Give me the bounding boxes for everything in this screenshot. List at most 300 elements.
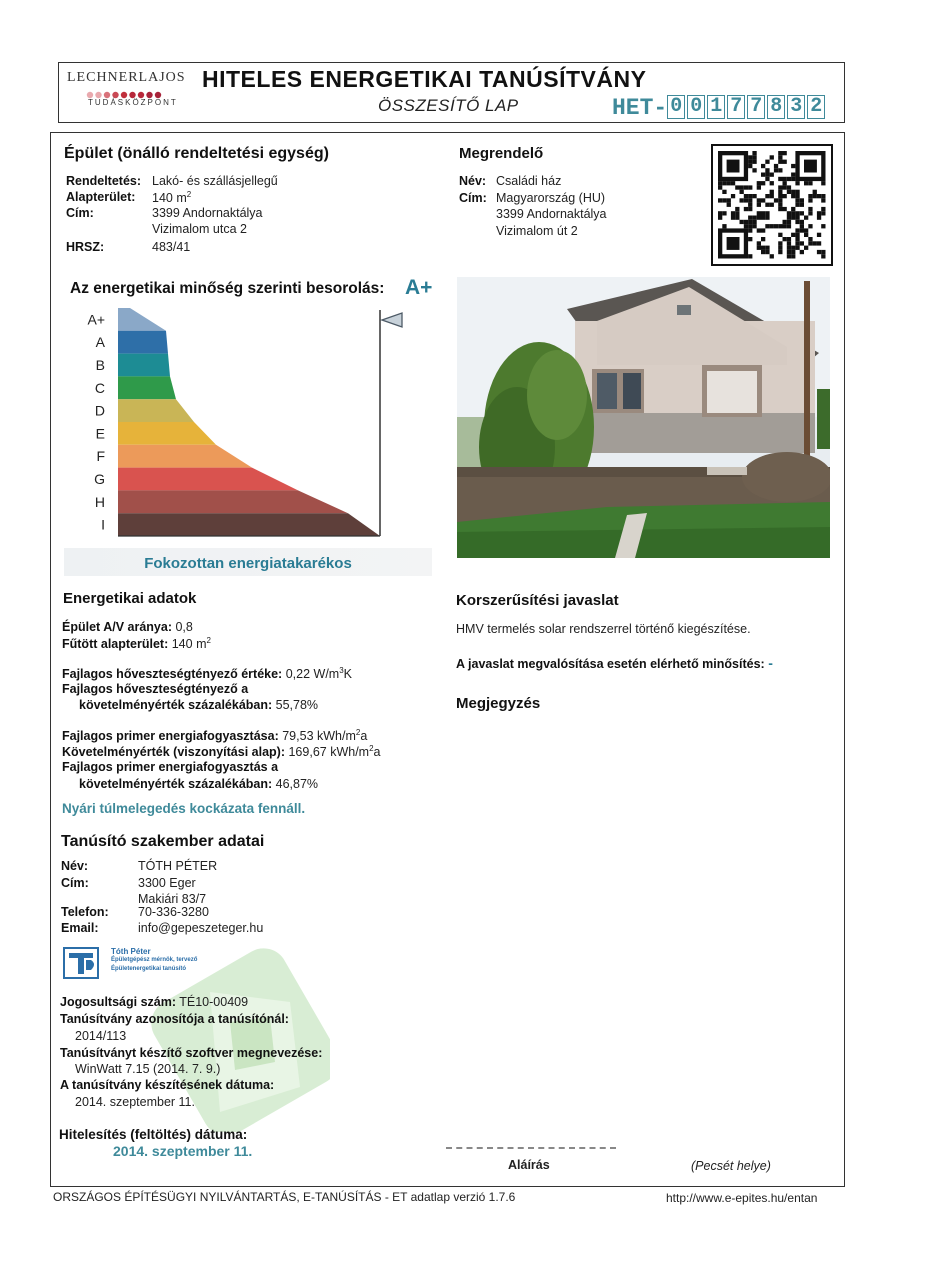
- qr-module: [757, 211, 761, 215]
- qr-module: [765, 160, 769, 164]
- energy-class-label: C: [94, 379, 105, 396]
- qr-module: [770, 190, 774, 194]
- logo-name: LECHNERLAJOS: [67, 70, 186, 85]
- het-digit: 1: [707, 95, 725, 119]
- qr-module: [808, 194, 812, 198]
- modernization-achievable-label: A javaslat megvalósítása esetén elérhető minősítés:: [456, 657, 765, 671]
- qr-module: [727, 160, 740, 173]
- qr-module: [808, 241, 812, 245]
- qr-module: [817, 233, 821, 237]
- qr-module: [757, 198, 761, 202]
- qr-module: [722, 190, 726, 194]
- qr-module: [783, 177, 787, 181]
- energy-class-band: [118, 422, 216, 445]
- energy-class-label: I: [101, 516, 105, 533]
- qr-module: [821, 198, 825, 202]
- qr-module: [748, 224, 752, 228]
- qr-module: [800, 220, 804, 224]
- qr-module: [791, 216, 795, 220]
- qr-module: [722, 198, 726, 202]
- building-area-sup: 2: [186, 190, 192, 199]
- qr-module: [761, 250, 765, 254]
- energy-req-tail: a: [373, 745, 381, 760]
- energy-class-band: [118, 354, 170, 377]
- qr-module: [748, 155, 752, 159]
- qr-module: [783, 160, 787, 164]
- qr-module: [752, 224, 756, 228]
- qr-module: [778, 168, 782, 172]
- energy-class-band: [118, 331, 168, 354]
- qr-module: [795, 216, 799, 220]
- energy-class-band: [118, 376, 176, 399]
- het-digit: 3: [787, 95, 805, 119]
- qr-module: [765, 250, 769, 254]
- qr-module: [817, 216, 821, 220]
- het-number: [612, 95, 827, 121]
- energy-class-label: F: [96, 448, 105, 465]
- building-area-label: Alapterület:: [66, 190, 136, 204]
- qr-module: [757, 185, 761, 189]
- qr-module: [783, 207, 787, 211]
- energy-class-chart: [80, 306, 410, 544]
- qr-module: [752, 168, 756, 172]
- qr-module: [774, 168, 778, 172]
- modernization-achievable-value: -: [768, 655, 773, 671]
- rating-grade: A+: [405, 276, 433, 299]
- qr-module: [817, 194, 821, 198]
- energy-heated-sup: 2: [206, 636, 211, 645]
- qr-module: [718, 211, 722, 215]
- qr-module: [748, 228, 752, 232]
- qr-module: [778, 203, 782, 207]
- qr-module: [778, 177, 782, 181]
- qr-module: [787, 237, 791, 241]
- energy-qpct-row: [79, 698, 318, 712]
- logo-subtitle: TUDÁSKÖZPONT: [88, 98, 178, 107]
- qr-module: [795, 228, 799, 232]
- license-label: Jogosultsági szám:: [60, 995, 176, 1009]
- qr-module: [817, 250, 821, 254]
- qr-module: [808, 198, 812, 202]
- energy-q-label: Fajlagos hőveszteségtényező értéke:: [62, 667, 283, 682]
- qr-module: [787, 220, 791, 224]
- energy-class-scale: [80, 306, 410, 549]
- energy-ep-tail: a: [360, 729, 368, 744]
- qr-module: [727, 237, 740, 250]
- stamp-line3: Épületenergetikai tanúsító: [111, 966, 187, 972]
- qr-module: [744, 198, 748, 202]
- het-digits: [667, 95, 827, 118]
- qr-module: [718, 216, 722, 220]
- qr-module: [752, 216, 756, 220]
- qr-module: [800, 228, 804, 232]
- qr-module: [722, 181, 726, 185]
- qr-module: [778, 207, 782, 211]
- building-hrsz-value: 483/41: [152, 240, 191, 254]
- energy-eppct-label2: követelményérték százalékában:: [79, 777, 273, 791]
- upload-date-label: Hitelesítés (feltöltés) dátuma:: [59, 1127, 248, 1142]
- qr-module: [761, 216, 765, 220]
- qr-module: [778, 194, 782, 198]
- qr-module: [791, 190, 795, 194]
- qr-module: [791, 211, 795, 215]
- building-area-value: 140 m: [152, 191, 187, 206]
- stamp-text: [111, 947, 197, 974]
- qr-module: [748, 203, 752, 207]
- seal-label: (Pecsét helye): [691, 1159, 771, 1173]
- client-address-line1: Magyarország (HU): [496, 191, 606, 205]
- qr-module: [804, 160, 817, 173]
- qr-module: [778, 185, 782, 189]
- qr-module: [817, 211, 821, 215]
- building-use-value: Lakó- és szállásjellegű: [152, 174, 278, 188]
- client-address-line2: 3399 Andornaktálya: [496, 207, 607, 221]
- qr-module: [735, 216, 739, 220]
- qr-module: [821, 207, 825, 211]
- qr-module: [821, 194, 825, 198]
- issue-date-value: 2014. szeptember 11.: [75, 1095, 195, 1109]
- modernization-heading: Korszerűsítési javaslat: [456, 592, 619, 609]
- building-hrsz-label: HRSZ:: [66, 240, 105, 254]
- energy-class-band: [118, 468, 298, 491]
- qr-module: [791, 164, 795, 168]
- certifier-heading: Tanúsító szakember adatai: [61, 833, 265, 850]
- energy-class-label: B: [95, 357, 105, 373]
- qr-module: [752, 220, 756, 224]
- qr-module: [813, 194, 817, 198]
- certid-label: Tanúsítvány azonosítója a tanúsítónál:: [60, 1012, 289, 1026]
- qr-module: [795, 237, 799, 241]
- energy-req-value: 169,67 kWh/m: [288, 745, 370, 760]
- qr-module: [791, 254, 795, 258]
- qr-module: [718, 181, 722, 185]
- energy-heated-value: 140 m: [171, 637, 207, 652]
- qr-module: [778, 160, 782, 164]
- footer-url: http://www.e-epites.hu/entan: [666, 1191, 818, 1205]
- energy-av-row: [62, 620, 193, 634]
- qr-module: [787, 241, 791, 245]
- qr-module: [757, 246, 761, 250]
- qr-module: [808, 224, 812, 228]
- qr-code-graphic: [713, 146, 831, 264]
- qr-module: [800, 203, 804, 207]
- qr-module: [761, 211, 765, 215]
- qr-module: [791, 173, 795, 177]
- energy-qpct-value: 55,78%: [275, 698, 319, 712]
- qr-module: [821, 181, 825, 185]
- qr-module: [821, 211, 825, 215]
- energy-class-label: E: [95, 425, 105, 442]
- qr-module: [744, 194, 748, 198]
- qr-module: [795, 233, 799, 237]
- certifier-email-label: Email:: [61, 921, 99, 935]
- qr-module: [821, 250, 825, 254]
- qr-module: [757, 228, 761, 232]
- het-prefix: HET-: [612, 95, 668, 121]
- qr-module: [718, 185, 722, 189]
- energy-class-band: [118, 308, 166, 331]
- house-photo: [457, 277, 830, 558]
- qr-module: [795, 241, 799, 245]
- qr-module: [783, 194, 787, 198]
- qr-module: [740, 220, 744, 224]
- qr-module: [761, 228, 765, 232]
- qr-module: [783, 224, 787, 228]
- qr-module: [804, 228, 808, 232]
- qr-module: [808, 211, 812, 215]
- qr-module: [821, 254, 825, 258]
- qr-module: [800, 198, 804, 202]
- qr-module: [740, 185, 744, 189]
- energy-req-label: Követelményérték (viszonyítási alap):: [62, 745, 285, 760]
- signature-line: [446, 1147, 616, 1149]
- qr-module: [770, 155, 774, 159]
- certifier-address-line1: 3300 Eger: [138, 876, 196, 890]
- qr-module: [795, 198, 799, 202]
- qr-module: [722, 211, 726, 215]
- qr-module: [752, 194, 756, 198]
- qr-module: [748, 164, 752, 168]
- license-row: [60, 995, 248, 1009]
- het-digit: 2: [807, 95, 825, 119]
- issue-date-label: A tanúsítvány készítésének dátuma:: [60, 1078, 275, 1092]
- rating-banner-text: Fokozottan energiatakarékos: [144, 555, 352, 572]
- building-address-line1: 3399 Andornaktálya: [152, 206, 263, 220]
- qr-module: [744, 207, 748, 211]
- qr-module: [783, 237, 787, 241]
- qr-module: [770, 254, 774, 258]
- qr-module: [774, 164, 778, 168]
- qr-module: [740, 190, 744, 194]
- qr-module: [752, 160, 756, 164]
- qr-module: [731, 194, 735, 198]
- qr-module: [748, 194, 752, 198]
- energy-eppct-row: [79, 777, 318, 791]
- qr-module: [791, 246, 795, 250]
- footer-left: ORSZÁGOS ÉPÍTÉSÜGYI NYILVÁNTARTÁS, E-TANÚSÍTÁS - ET adatlap verzió 1.7.6: [53, 1190, 516, 1204]
- qr-module: [727, 198, 731, 202]
- qr-module: [735, 207, 739, 211]
- client-address-label: Cím:: [459, 191, 487, 205]
- qr-module: [795, 203, 799, 207]
- qr-module: [735, 211, 739, 215]
- building-heading: Épület (önálló rendeltetési egység): [64, 145, 329, 162]
- document-subtitle: ÖSSZESÍTŐ LAP: [378, 96, 519, 115]
- qr-module: [778, 241, 782, 245]
- qr-module: [757, 181, 761, 185]
- qr-module: [778, 198, 782, 202]
- modernization-achievable-row: [456, 655, 773, 671]
- qr-module: [817, 241, 821, 245]
- energy-ep-label: Fajlagos primer energiafogyasztása:: [62, 729, 279, 744]
- client-name-label: Név:: [459, 174, 487, 188]
- certifier-name-value: TÓTH PÉTER: [138, 859, 218, 873]
- software-label: Tanúsítványt készítő szoftver megnevezése:: [60, 1046, 323, 1060]
- qr-module: [757, 216, 761, 220]
- qr-module: [770, 194, 774, 198]
- qr-module: [748, 185, 752, 189]
- certifier-address-line2: Makiári 83/7: [138, 892, 207, 906]
- qr-module: [787, 211, 791, 215]
- energy-q-unit-tail: K: [343, 667, 353, 682]
- qr-module: [752, 151, 756, 155]
- qr-module: [800, 241, 804, 245]
- energy-class-band: [118, 399, 194, 422]
- energy-class-label: A: [95, 334, 105, 351]
- qr-module: [778, 246, 782, 250]
- qr-module: [761, 164, 765, 168]
- building-address-line2: Vizimalom utca 2: [152, 222, 247, 236]
- qr-module: [804, 181, 808, 185]
- certifier-address-label: Cím:: [61, 876, 89, 890]
- energy-req-sup: 2: [369, 744, 374, 753]
- qr-module: [804, 246, 808, 250]
- qr-module: [795, 211, 799, 215]
- energy-ep-value: 79,53 kWh/m: [282, 729, 356, 744]
- client-name-value: Családi ház: [496, 174, 562, 188]
- qr-module: [774, 224, 778, 228]
- qr-module: [813, 190, 817, 194]
- energy-heated-label: Fűtött alapterület:: [62, 637, 169, 652]
- qr-module: [778, 151, 782, 155]
- energy-qpct-label2: követelményérték százalékában:: [79, 698, 273, 712]
- certifier-name-label: Név:: [61, 859, 89, 873]
- energy-q-row: [62, 666, 352, 681]
- qr-module: [787, 190, 791, 194]
- qr-module: [795, 181, 799, 185]
- het-digit: 0: [687, 95, 705, 119]
- qr-module: [783, 181, 787, 185]
- qr-module: [731, 211, 735, 215]
- qr-module: [795, 190, 799, 194]
- energy-class-band: [118, 445, 252, 468]
- energy-class-label: D: [94, 402, 105, 419]
- stamp-line2: Épületgépész mérnök, tervező: [111, 957, 198, 963]
- qr-module: [765, 177, 769, 181]
- qr-module: [787, 177, 791, 181]
- qr-module: [787, 246, 791, 250]
- certifier-phone-value: 70-336-3280: [138, 905, 209, 919]
- qr-module: [783, 220, 787, 224]
- qr-module: [744, 224, 748, 228]
- qr-module: [791, 207, 795, 211]
- qr-module: [778, 233, 782, 237]
- qr-module: [744, 185, 748, 189]
- energy-req-row: [62, 744, 380, 759]
- qr-module: [787, 254, 791, 258]
- qr-module: [735, 185, 739, 189]
- qr-module: [765, 173, 769, 177]
- client-heading: Megrendelő: [459, 145, 544, 162]
- qr-module: [731, 216, 735, 220]
- qr-module: [765, 194, 769, 198]
- building-use-label: Rendeltetés:: [66, 174, 142, 188]
- building-area: [152, 190, 191, 205]
- qr-module: [765, 168, 769, 172]
- qr-module: [770, 224, 774, 228]
- qr-module: [800, 211, 804, 215]
- qr-module: [783, 151, 787, 155]
- qr-module: [804, 233, 808, 237]
- qr-module: [778, 155, 782, 159]
- qr-module: [778, 250, 782, 254]
- qr-module: [765, 246, 769, 250]
- qr-module: [748, 198, 752, 202]
- energy-heading: Energetikai adatok: [63, 590, 197, 607]
- qr-module: [761, 237, 765, 241]
- energy-av-value: 0,8: [175, 620, 193, 634]
- qr-module: [748, 207, 752, 211]
- qr-module: [748, 220, 752, 224]
- qr-module: [757, 241, 761, 245]
- energy-qpct-label1: Fajlagos hőveszteségtényező a: [62, 682, 249, 696]
- het-digit: 8: [767, 95, 785, 119]
- upload-date-value: 2014. szeptember 11.: [113, 1143, 253, 1159]
- qr-module: [761, 173, 765, 177]
- remark-heading: Megjegyzés: [456, 695, 541, 712]
- qr-module: [752, 155, 756, 159]
- qr-module: [757, 203, 761, 207]
- energy-class-label: G: [94, 471, 105, 487]
- energy-q-sup: 3: [339, 666, 344, 675]
- rating-pointer-icon: [382, 313, 402, 327]
- qr-module: [748, 160, 752, 164]
- qr-module: [740, 198, 744, 202]
- qr-module: [787, 250, 791, 254]
- qr-module: [795, 194, 799, 198]
- qr-module: [808, 181, 812, 185]
- qr-module: [787, 224, 791, 228]
- overheat-note: Nyári túlmelegedés kockázata fennáll.: [62, 801, 306, 816]
- qr-module: [765, 216, 769, 220]
- energy-class-band: [118, 513, 380, 536]
- qr-module: [761, 181, 765, 185]
- certifier-phone-label: Telefon:: [61, 905, 109, 919]
- qr-module: [787, 185, 791, 189]
- qr-module: [722, 224, 726, 228]
- signature-label: Aláírás: [508, 1158, 550, 1172]
- qr-module: [778, 224, 782, 228]
- qr-module: [727, 203, 731, 207]
- document-title: HITELES ENERGETIKAI TANÚSÍTVÁNY: [202, 66, 647, 92]
- certifier-email-value: info@gepeszeteger.hu: [138, 921, 264, 935]
- qr-module: [770, 203, 774, 207]
- qr-module: [765, 211, 769, 215]
- qr-module: [804, 216, 808, 220]
- qr-module: [800, 250, 804, 254]
- qr-module: [774, 198, 778, 202]
- qr-module: [761, 246, 765, 250]
- qr-module: [783, 185, 787, 189]
- het-digit: 7: [747, 95, 765, 119]
- qr-module: [731, 181, 735, 185]
- qr-module: [791, 233, 795, 237]
- qr-module: [718, 198, 722, 202]
- qr-module: [821, 224, 825, 228]
- stamp-line1: Tóth Péter: [111, 947, 151, 956]
- qr-module: [748, 216, 752, 220]
- client-address-line3: Vizimalom út 2: [496, 224, 578, 238]
- qr-module: [748, 254, 752, 258]
- qr-module: [791, 194, 795, 198]
- qr-module: [808, 237, 812, 241]
- qr-module: [744, 220, 748, 224]
- software-value: WinWatt 7.15 (2014. 7. 9.): [75, 1062, 221, 1076]
- het-digit: 0: [667, 95, 685, 119]
- qr-module: [791, 250, 795, 254]
- energy-eppct-value: 46,87%: [275, 777, 319, 791]
- energy-eppct-label1: Fajlagos primer energiafogyasztás a: [62, 760, 279, 774]
